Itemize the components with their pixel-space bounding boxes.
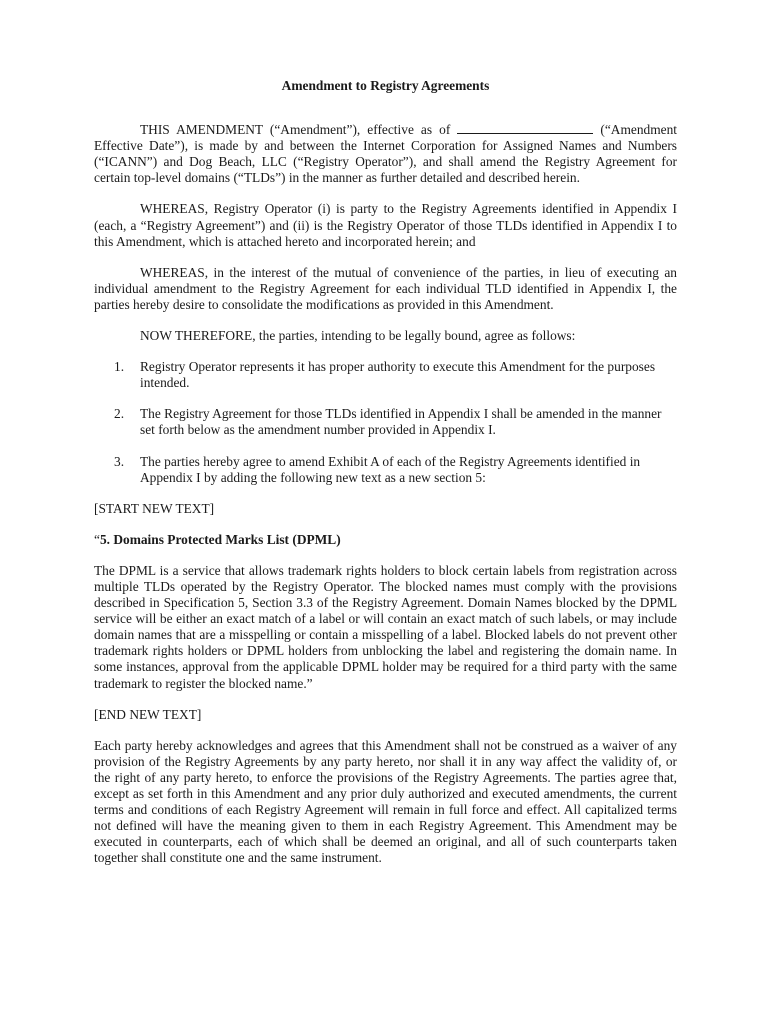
- section-open-quote: “: [94, 531, 100, 547]
- list-item: [94, 359, 677, 391]
- now-therefore-paragraph: NOW THEREFORE, the parties, intending to be legally bound, agree as follows:: [140, 328, 576, 344]
- list-item-number: 1.: [114, 359, 125, 375]
- intro-text-end: (“Amendment Effective Date”), is made by and between the Internet Corporation for Assigned Names and Numbers (“ICANN”) and Dog Beach, LLC (“Registry Operator”), and shall amend the Registry Agreement for certain top-level domains (“TLDs”) in the manner as further detailed and described herein.: [94, 122, 677, 186]
- section-heading: [94, 532, 677, 548]
- intro-text-start: THIS AMENDMENT (“Amendment”), effective as of: [140, 122, 458, 138]
- end-new-text-marker: [END NEW TEXT]: [94, 706, 202, 722]
- document-body: [94, 78, 677, 866]
- list-item-number: 2.: [114, 406, 125, 422]
- dpml-paragraph: The DPML is a service that allows trademark rights holders to block certain labels from registration across multiple TLDs operated by the Registry Operator. The blocked names must comply with the provisions described in Specification 5, Section 3.3 of the Registry Agreement. Domain Names blocked by the DPML service will be either an exact match of a label or will contain an exact match of such labels, or may include domain names that are a misspelling or contain a misspelling of a label. Blocked labels do not prevent other trademark rights holders or DPML holders from unblocking the label and registering the domain name. In some instances, approval from the applicable DPML holder may be required for a third party with the same trademark to register the blocked name.”: [94, 562, 677, 691]
- closing-paragraph: Each party hereby acknowledges and agrees that this Amendment shall not be construed as a waiver of any provision of the Registry Agreements by any party hereto, nor shall it in any way affect the validity of, or the right of any party hereto, to enforce the provisions of the Registry Agreements. The parties agree that, except as set forth in this Amendment and any prior duly authorized and executed amendments, the current terms and conditions of each Registry Agreement will remain in full force and effect. All capitalized terms not defined will have the meaning given to them in each Registry Agreement. This Amendment may be executed in counterparts, each of which shall be deemed an original, and all of such counterparts taken together shall constitute one and the same instrument.: [94, 737, 677, 866]
- list-item-number: 3.: [114, 453, 125, 469]
- document-title: Amendment to Registry Agreements: [281, 78, 490, 93]
- start-new-text-marker: [START NEW TEXT]: [94, 500, 215, 516]
- effective-date-blank: [457, 122, 593, 134]
- list-item-text: The parties hereby agree to amend Exhibit A of each of the Registry Agreements identified in Appendix I by adding the following new text as a new section 5:: [140, 453, 641, 485]
- whereas-paragraph-2: WHEREAS, in the interest of the mutual of convenience of the parties, in lieu of executing an individual amendment to the Registry Agreement for each individual TLD identified in Appendix I, the parties hereby desire to consolidate the modifications as provided in this Amendment.: [94, 264, 677, 312]
- agreement-items-list: [94, 359, 677, 486]
- list-item: [94, 406, 677, 438]
- list-item-text: The Registry Agreement for those TLDs identified in Appendix I shall be amended in the manner set forth below as the amendment number provided in Appendix I.: [140, 406, 662, 438]
- section-heading-text: 5. Domains Protected Marks List (DPML): [99, 531, 341, 547]
- whereas-paragraph-1: WHEREAS, Registry Operator (i) is party to the Registry Agreements identified in Appendix I (each, a “Registry Agreement”) and (ii) is the Registry Operator of those TLDs identified in Appendix I to this Amendment, which is attached hereto and incorporated herein; and: [94, 201, 677, 249]
- intro-paragraph: [94, 122, 677, 186]
- list-item-text: Registry Operator represents it has proper authority to execute this Amendment for the purposes intended.: [140, 359, 656, 391]
- list-item: [94, 454, 677, 486]
